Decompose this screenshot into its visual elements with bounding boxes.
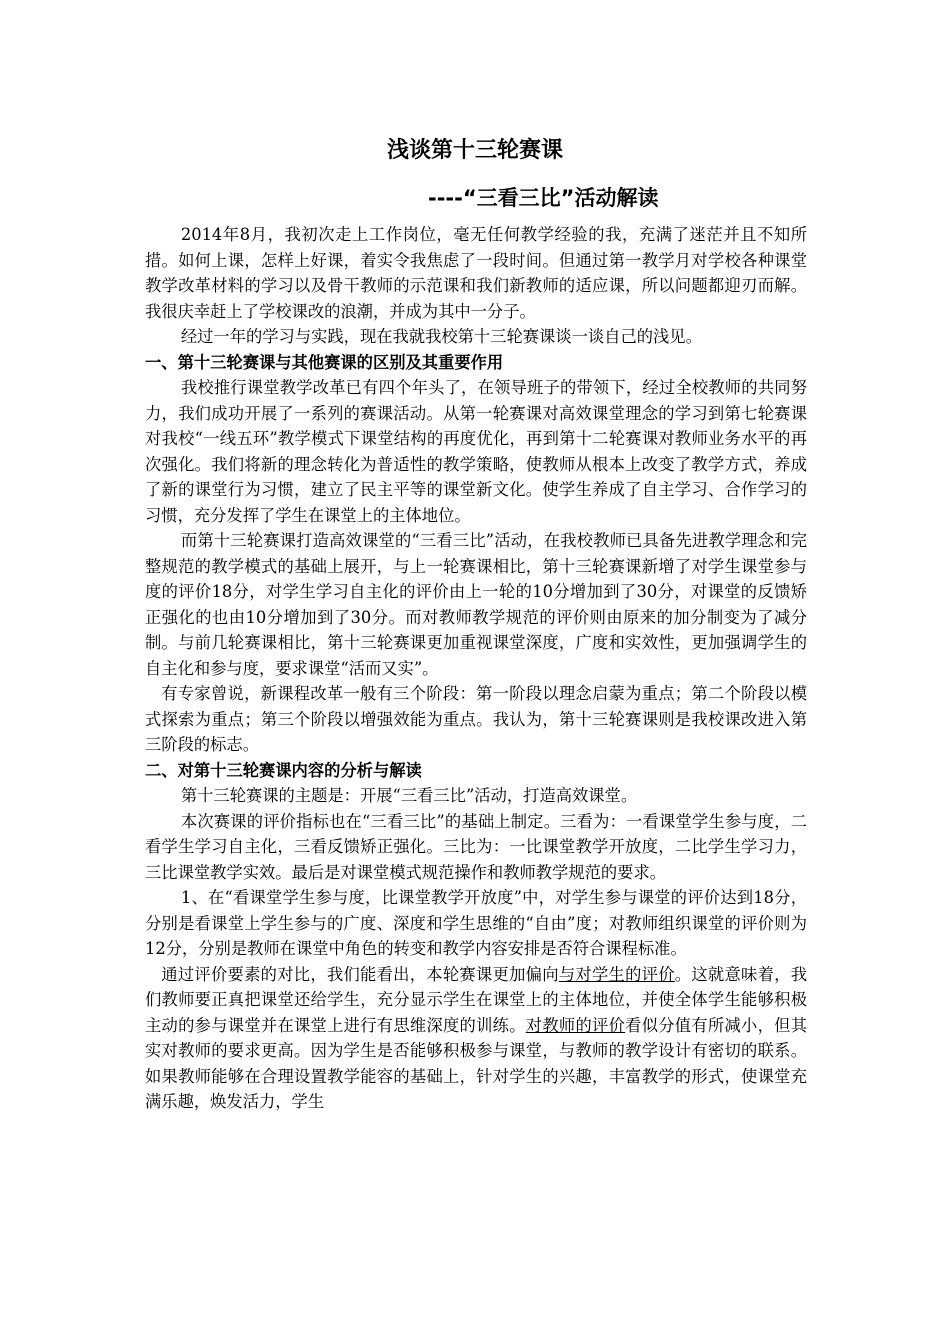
- section-heading-2: 二、对第十三轮赛课内容的分析与解读: [145, 760, 422, 780]
- paragraph-point-1: 1、在“看课堂学生参与度，比课堂教学开放度”中，对学生参与课堂的评价达到18分，分别是看课堂上学生参与的广度、深度和学生思维的“自由”度；对教师组织课堂的评价则为12分，分别是教师在课堂中角色的转变和教学内容安排是否符合课程标准。: [145, 888, 807, 958]
- paragraph-criteria: 本次赛课的评价指标也在“三看三比”的基础上制定。三看为：一看课堂学生参与度，二看学生学习自主化，三看反馈矫正强化。三比为：一比课堂教学开放度，二比学生学习力，三比课堂教学实效。最后是对课堂模式规范操作和教师教学规范的要求。: [145, 811, 807, 882]
- underlined-text: 对教师的评价: [525, 1015, 626, 1035]
- paragraph-intro: 2014年8月，我初次走上工作岗位，毫无任何教学经验的我，充满了迷茫并且不知所措。如何上课，怎样上好课，着实令我焦虑了一段时间。但通过第一教学月对学校各种课堂教学改革材料的学习以及骨干教师的示范课和我们新教师的适应课，所以问题都迎刃而解。我很庆幸赶上了学校课改的浪潮，并成为其中一分子。: [145, 225, 807, 321]
- paragraph-comparison: [145, 962, 807, 1115]
- paragraph-theme: 第十三轮赛课的主题是：开展“三看三比”活动，打造高效课堂。: [180, 786, 638, 805]
- text-run: 。这就意味着，我们教师要正真把课堂还给学生，充分显示学生在课堂上的主体地位，并使全体学生能够积极主动的参与课堂并在课堂上进行有思维深度的训练。: [145, 964, 807, 1035]
- document-title: 浅谈第十三轮赛课: [386, 138, 563, 163]
- text-run: 看似分值有所减小，但其实对教师的要求更高。因为学生是否能够积极参与课堂，与教师的教学设计有密切的联系。如果教师能够在合理设置教学能容的基础上，针对学生的兴趣，丰富教学的形式，使课堂充满乐趣，焕发活力，学生: [145, 1015, 807, 1111]
- paragraph-round13: 而第十三轮赛课打造高效课堂的“三看三比”活动，在我校教师已具备先进教学理念和完整规范的教学模式的基础上展开，与上一轮赛课相比，第十三轮赛课新增了对学生课堂参与度的评价18分，对学生学习自主化的评价由上一轮的10分增加到了30分，对课堂的反馈矫正强化的也由10分增加到了30分。而对教师教学规范的评价则由原来的加分制变为了减分制。与前几轮赛课相比，第十三轮赛课更加重视课堂深度，广度和实效性，更加强调学生的自主化和参与度，要求课堂“活而又实”。: [145, 531, 807, 678]
- paragraph-history: 我校推行课堂教学改革已有四个年头了，在领导班子的带领下，经过全校教师的共同努力，我们成功开展了一系列的赛课活动。从第一轮赛课对高效课堂理念的学习到第七轮赛课对我校“一线五环”教学模式下课堂结构的再度优化，再到第十二轮赛课对教师业务水平的再次强化。我们将新的理念转化为普适性的教学策略，使教师从根本上改变了教学方式，养成了新的课堂行为习惯，建立了民主平等的课堂新文化。使学生养成了自主学习、合作学习的习惯，充分发挥了学生在课堂上的主体地位。: [145, 378, 807, 525]
- document-subtitle: ----“三看三比”活动解读: [428, 186, 659, 210]
- underlined-text: 与对学生的评价: [558, 964, 675, 984]
- section-heading-1: 一、第十三轮赛课与其他赛课的区别及其重要作用: [145, 352, 504, 372]
- paragraph-purpose: 经过一年的学习与实践，现在我就我校第十三轮赛课谈一谈自己的浅见。: [180, 327, 702, 346]
- paragraph-expert: 有专家曾说，新课程改革一般有三个阶段：第一阶段以理念启蒙为重点；第二个阶段以模式探索为重点；第三个阶段以增强效能为重点。我认为，第十三轮赛课则是我校课改进入第三阶段的标志。: [145, 684, 807, 754]
- document-body: [145, 222, 807, 1115]
- text-run: 通过评价要素的对比，我们能看出，本轮赛课更加偏向: [161, 964, 559, 984]
